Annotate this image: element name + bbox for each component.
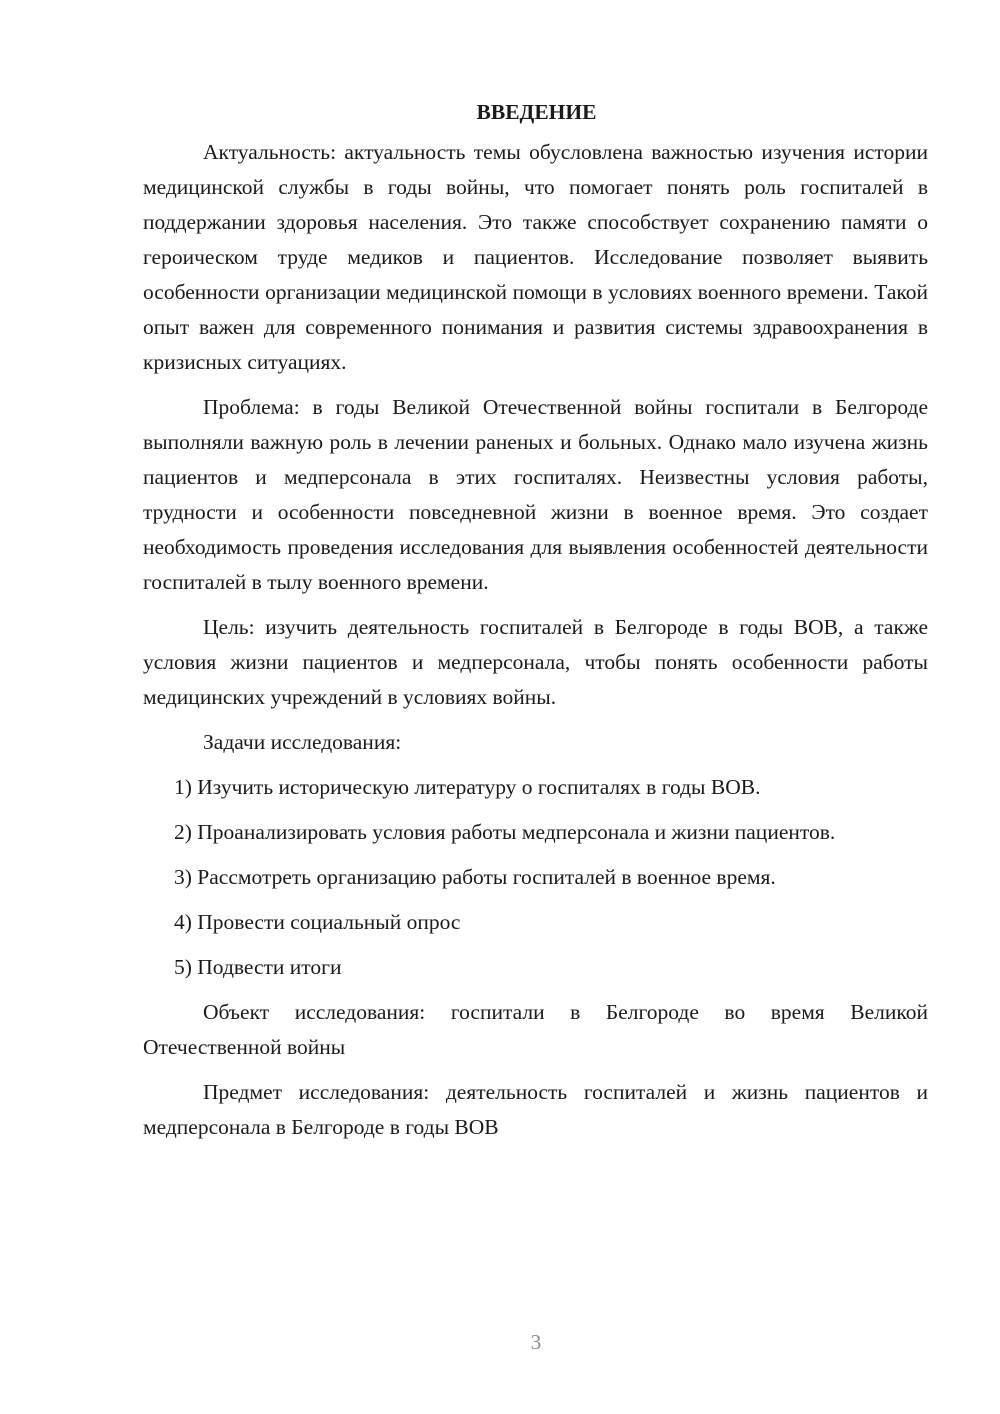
task-item: 1) Изучить историческую литературу о госпиталях в годы ВОВ. — [174, 775, 761, 799]
task-item: 4) Провести социальный опрос — [174, 910, 461, 934]
page-number: 3 — [530, 1330, 542, 1354]
tasks-heading: Задачи исследования: — [203, 730, 402, 754]
relevance-paragraph: Актуальность: актуальность темы обусловлена важностью изучения истории медицинской службы в годы войны, что помогает понять роль госпиталей в поддержании здоровья населения. Это также способствует сохранению памяти о героическом труде медиков и пациентов. Исследование позволяет выявить особенности организации медицинской помощи в условиях военного времени. Такой опыт важен для современного понимания и развития системы здравоохранения в кризисных ситуациях. — [143, 140, 928, 374]
research-object-paragraph: Объект исследования: госпитали в Белгороде во время Великой Отечественной войны — [143, 1000, 928, 1059]
problem-paragraph: Проблема: в годы Великой Отечественной войны госпитали в Белгороде выполняли важную роль в лечении раненых и больных. Однако мало изучена жизнь пациентов и медперсонала в этих госпиталях. Неизвестны условия работы, трудности и особенности повседневной жизни в военное время. Это создает необходимость проведения исследования для выявления особенностей деятельности госпиталей в тылу военного времени. — [143, 395, 928, 594]
task-item: 5) Подвести итоги — [174, 955, 342, 979]
task-item: 2) Проанализировать условия работы медперсонала и жизни пациентов. — [174, 820, 836, 844]
page-content — [143, 97, 928, 1155]
research-subject-paragraph: Предмет исследования: деятельность госпиталей и жизнь пациентов и медперсонала в Белгороде в годы ВОВ — [143, 1080, 928, 1139]
section-title: ВВЕДЕНИЕ — [476, 100, 597, 124]
goal-paragraph: Цель: изучить деятельность госпиталей в Белгороде в годы ВОВ, а также условия жизни пациентов и медперсонала, чтобы понять особенности работы медицинских учреждений в условиях войны. — [143, 615, 928, 709]
task-item: 3) Рассмотреть организацию работы госпиталей в военное время. — [174, 865, 776, 889]
